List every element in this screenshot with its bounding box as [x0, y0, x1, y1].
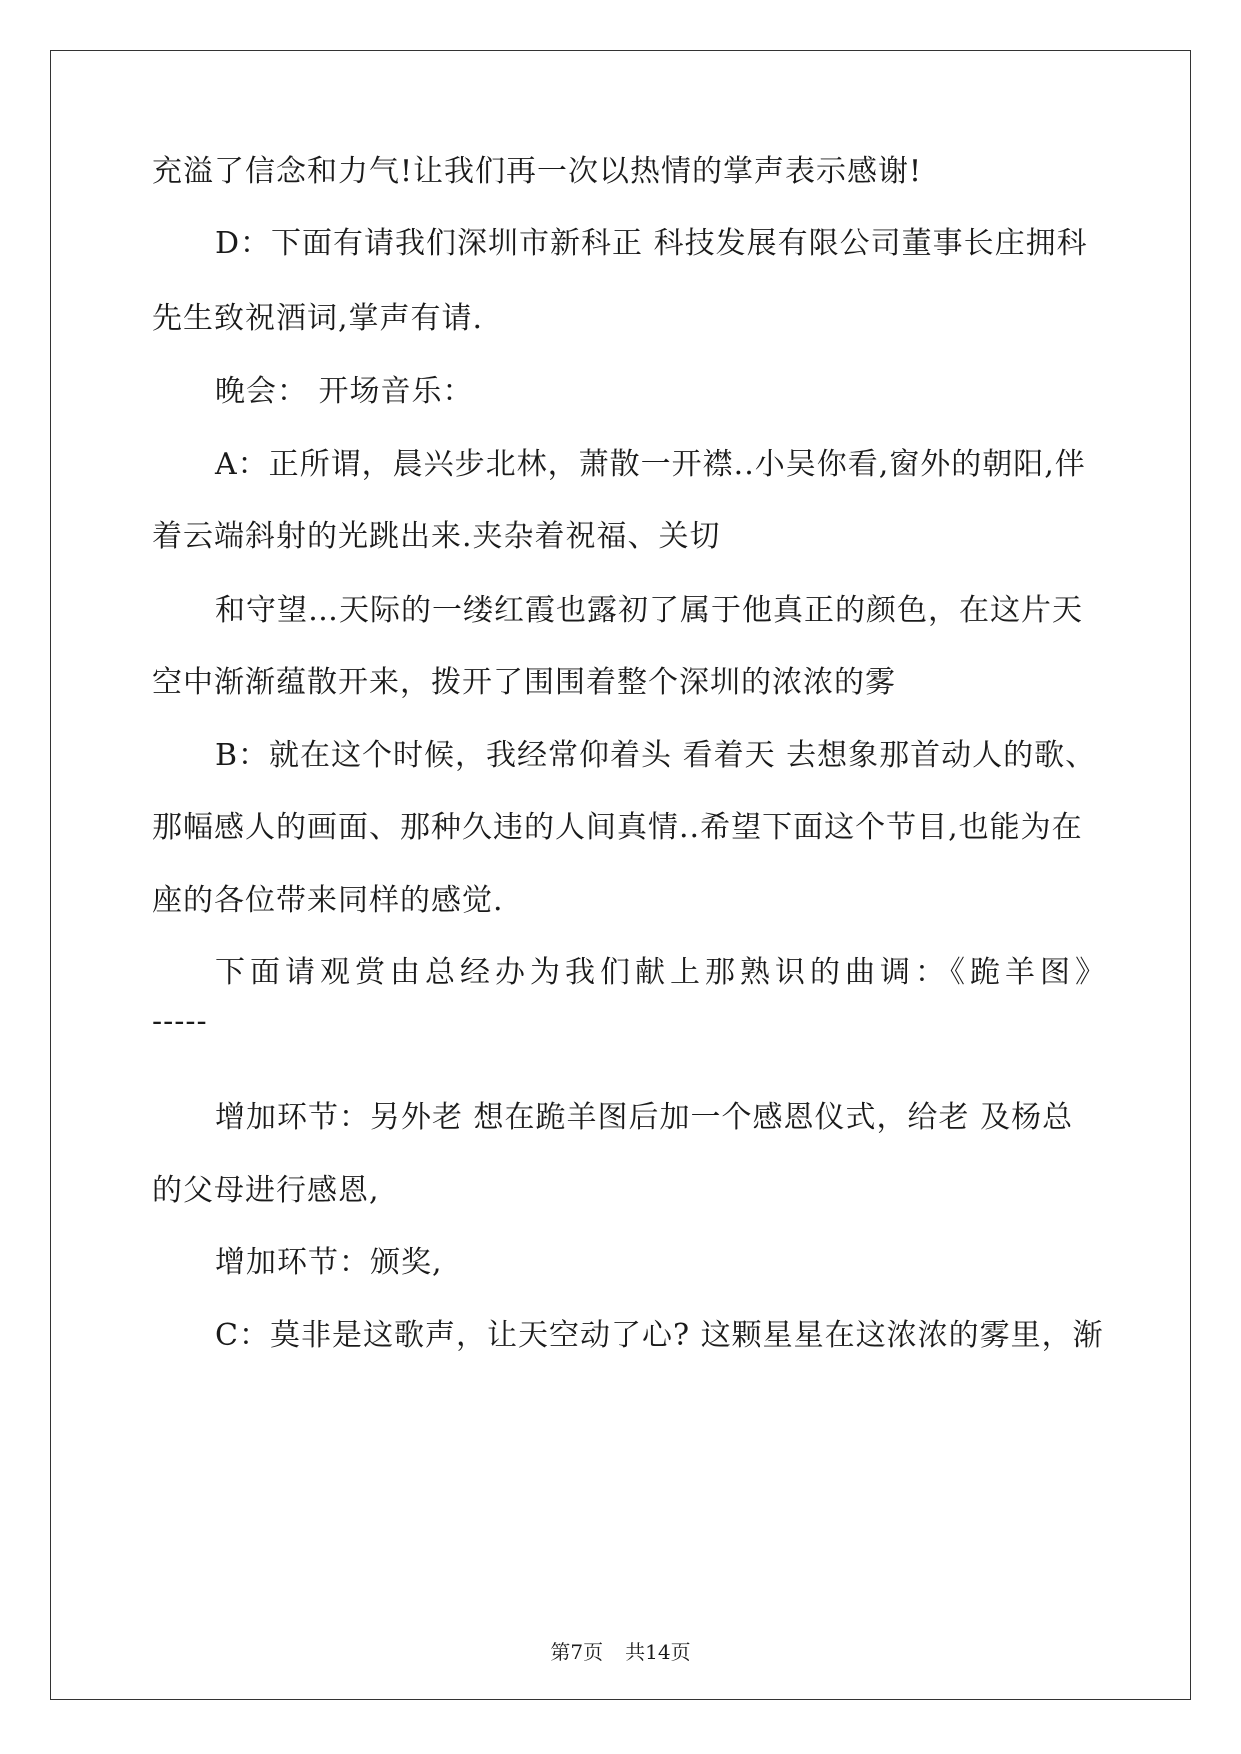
text-line-9: B：就在这个时候，我经常仰着头 看着天 去想象那首动人的歌、 [215, 738, 1097, 773]
text-line-11: 座的各位带来同样的感觉. [152, 883, 504, 918]
text-line-6: 着云端斜射的光跳出来.夹杂着祝福、关切 [152, 519, 721, 554]
page-border [50, 50, 1191, 1700]
page-number: 第7页 [550, 1640, 604, 1664]
text-line-4: 晚会： 开场音乐： [215, 374, 474, 409]
text-line-7: 和守望…天际的一缕红霞也露初了属于他真正的颜色，在这片天 [215, 593, 1083, 628]
text-line-14: 增加环节：另外老 想在跪羊图后加一个感恩仪式，给老 及杨总 [215, 1100, 1074, 1135]
text-line-1: 充溢了信念和力气!让我们再一次以热情的掌声表示感谢! [152, 154, 923, 189]
text-line-2: D：下面有请我们深圳市新科正 科技发展有限公司董事长庄拥科 [215, 226, 1088, 261]
text-line-13: ----- [152, 1004, 208, 1039]
page-total: 共14页 [625, 1640, 691, 1664]
text-line-8: 空中渐渐蕴散开来，拨开了围围着整个深圳的浓浓的雾 [152, 665, 896, 700]
text-line-12: 下面请观赏由总经办为我们献上那熟识的曲调：《跪羊图》 [215, 955, 1110, 990]
text-line-16: 增加环节：颁奖, [215, 1245, 443, 1280]
text-line-15: 的父母进行感恩, [152, 1173, 380, 1208]
text-line-3: 先生致祝酒词,掌声有请. [152, 301, 484, 336]
page-footer [0, 1640, 1241, 1664]
text-line-17: C：莫非是这歌声，让天空动了心? 这颗星星在这浓浓的雾里，渐 [215, 1318, 1104, 1353]
text-line-5: A：正所谓，晨兴步北林，萧散一开襟..小吴你看,窗外的朝阳,伴 [215, 447, 1086, 482]
text-line-10: 那幅感人的画面、那种久违的人间真情..希望下面这个节目,也能为在 [152, 810, 1083, 845]
